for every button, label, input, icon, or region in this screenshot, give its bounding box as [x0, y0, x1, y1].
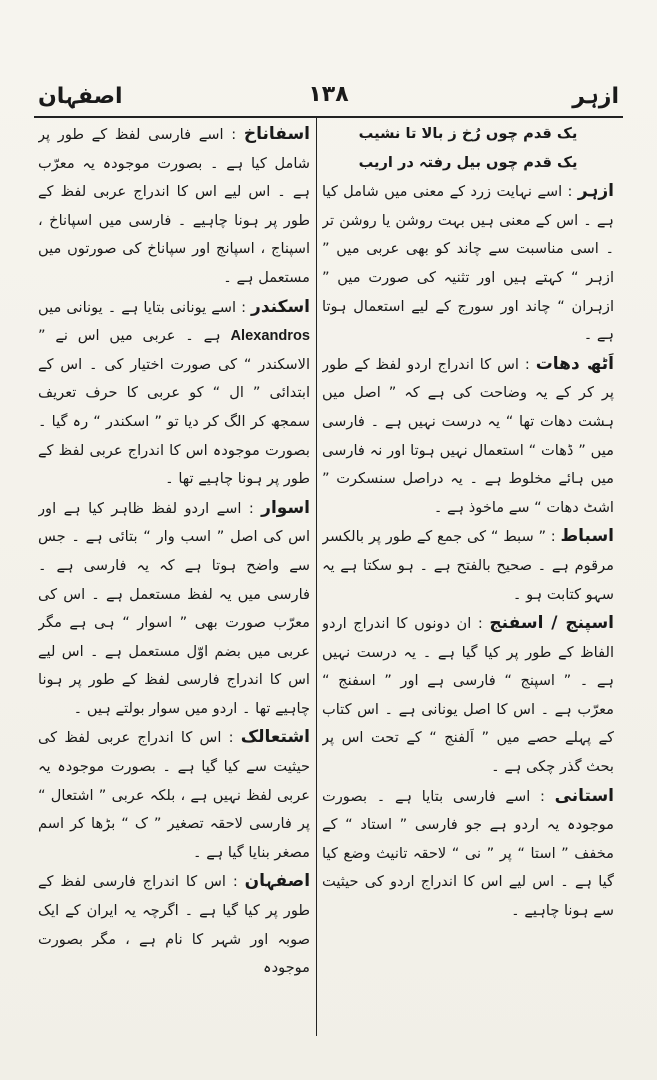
- latin-word: Alexandros: [230, 328, 310, 345]
- entry-term: اسفاناخ: [243, 124, 310, 144]
- entry-body: : اس کا اندراج اردو لفظ کے طور پر کر کے یہ وضاحت کی ہے کہ ” اصل میں ہشت دھات تھا “ یہ درست نہیں ہے ۔ فارسی میں ” ڈھات “ استعمال نہیں ہوتا اور نہ فارسی میں ہائے مخلوط ہے ۔ یہ دراصل سنسکرت ” اشٹ دھات “ سے ماخوذ ہے ۔: [322, 355, 614, 516]
- entry-body: : ان دونوں کا اندراج اردو الفاظ کے طور پر کیا گیا ہے ۔ یہ درست نہیں ہے ۔ ” اسپنج “ فارسی ہے اور ” اسفنج “ معرّب ہے ۔ اس کا اصل یونانی ہے ۔ اس کتاب کے پہلے حصے میں ” اَلفنج “ کے تحت اس پر بحث گذر چکی ہے ۔: [322, 615, 614, 776]
- entry: [38, 867, 310, 982]
- entry: [322, 177, 614, 350]
- verse-line: یک قدم چوں رُخ ز بالا تا نشیب: [358, 125, 578, 142]
- entry-term: اسباط: [560, 526, 614, 547]
- entry: [322, 350, 614, 523]
- entry-body: : ” سبط “ کی جمع کے طور پر بالکسر مرقوم ہے ۔ صحیح بالفتح ہے ۔ ہو سکتا ہے یہ سہو کتابت ہو ۔: [322, 528, 614, 603]
- entry: [322, 609, 614, 782]
- entry: [38, 120, 310, 293]
- entry: [38, 723, 310, 867]
- header-rule: [34, 116, 623, 118]
- entry-term: اشتعالک: [240, 727, 310, 748]
- entry-body: : اسے فارسی لفظ کے طور پر شامل کیا ہے ۔ بصورت موجودہ یہ معرّب ہے ۔ اس لیے اس کا اندراج عربی لفظ کے طور پر ہونا چاہیے ۔ فارسی میں اسپاناخ ، اسپناج ، اسپانج اور سپاناخ کی صورتوں میں مستعمل ہے ۔: [38, 126, 310, 286]
- page-number: ۱۳۸: [308, 82, 349, 107]
- entry-term: اسپنج / اسفنج: [489, 613, 614, 634]
- entry-body: : اسے نہایت زرد کے معنی میں شامل کیا ہے ۔ اس کے معنی ہیں بہت روشن یا روشن تر ۔ اسی مناسبت سے چاند کو بھی عربی میں ” ازہر “ کہتے ہیں اور تثنیہ کی صورت میں ” ازہران “ چاند اور سورج کے لیے استعمال ہوتا ہے ۔: [322, 183, 614, 344]
- entry-body: ہے ۔ عربی میں اس نے ” الاسکندر “ کی صورت اختیار کی ۔ اس کے ابتدائی ” ال “ کو عربی کا حرف تعریف سمجھ کر الگ کر دیا تو ” اسکندر “ رہ گیا ۔ بصورت موجودہ اس کا اندراج عربی لفظ کے طور پر ہونا چاہیے تھا ۔: [38, 327, 310, 488]
- entry-term: ازہر: [577, 181, 614, 202]
- entry: [322, 782, 614, 926]
- entry-term: اَٹھ دھات: [535, 353, 614, 374]
- header-right-word: ازہر: [572, 84, 619, 109]
- page-header: [30, 82, 627, 112]
- entry: [322, 522, 614, 609]
- verse-line: یک قدم چوں بیل رفتہ در اریب: [358, 153, 578, 171]
- entry-body: : اسے فارسی بتایا ہے ۔ بصورت موجودہ یہ اردو ہے جو فارسی ” استاد “ کے مخفف ” استا “ پر ” نی “ لاحقہ تانیث وضع کیا گیا ہے ۔ اس لیے اس کا اندراج اردو کی حیثیت سے ہونا چاہیے ۔: [322, 787, 614, 920]
- header-left-word: اصفہان: [38, 84, 123, 109]
- entry-term: اصفہان: [244, 871, 310, 892]
- entry-term: استانی: [554, 785, 614, 806]
- entry-body: : اسے اردو لفظ ظاہر کیا ہے اور اس کی اصل ” اسب وار “ بتائی ہے ۔ جس سے واضح ہوتا ہے کہ یہ فارسی ہے ۔ فارسی میں یہ لفظ مستعمل ہے ۔ اس کی معرّب صورت بھی ” اسوار “ ہی ہے مگر عربی میں بضم اوّل مستعمل ہے ۔ اس لیے اس کا اندراج فارسی لفظ کے طور پر ہونا چاہیے تھا ۔ اردو میں سوار بولتے ہیں ۔: [38, 499, 310, 717]
- entry: [38, 494, 310, 724]
- left-column: [38, 120, 310, 1030]
- entry-term: اسوار: [261, 497, 310, 518]
- column-divider: [316, 118, 317, 1036]
- entry-body: : اس کا اندراج فارسی لفظ کے طور پر کیا گیا ہے ۔ اگرچہ یہ ایران کے ایک صوبہ اور شہر کا نام ہے ، مگر بصورت موجودہ: [38, 873, 310, 977]
- entry-term: اسکندر: [251, 296, 310, 317]
- entry-body: : اس کا اندراج عربی لفظ کی حیثیت سے کیا گیا ہے ۔ بصورت موجودہ یہ عربی لفظ نہیں ہے ، بلکہ عربی ” اشتعال “ پر فارسی لاحقہ تصغیر ” ک “ بڑھا کر اسم مصغر بنایا گیا ہے ۔: [38, 729, 310, 861]
- entry: [38, 293, 310, 494]
- entry-body: : اسے یونانی بتایا ہے ۔ یونانی میں: [38, 298, 246, 316]
- right-column: [322, 120, 614, 1030]
